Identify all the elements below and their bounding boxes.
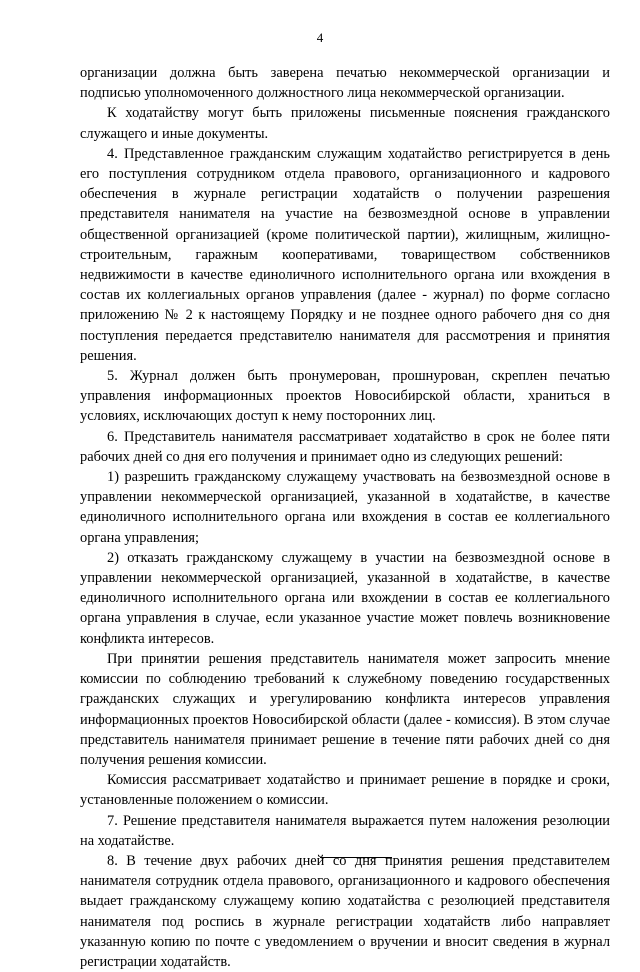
paragraph-subitem-2: 2) отказать гражданскому служащему в участии на безвозмездной основе в управлении некоммерческой организацией, указанной в ходатайстве, в качестве единоличного исполнительного органа или вхождении в состав ее коллегиального органа управления в случае, если указанное участие может повлечь возникновение конфликта интересов. <box>80 549 610 647</box>
document-body <box>80 63 610 972</box>
paragraph-commission-request: При принятии решения представитель нанимателя может запросить мнение комиссии по соблюдению требований к служебному поведению государственных гражданских служащих и урегулированию конфликта интересов управления информационных проектов Новосибирской области (далее - комиссия). В этом случае представитель нанимателя принимает решение в течение пяти рабочих дней со дня получения решения комиссии. <box>80 650 610 768</box>
paragraph-commission-decision: Комиссия рассматривает ходатайство и принимает решение в порядке и сроки, установленные положением о комиссии. <box>80 772 610 809</box>
end-of-document-rule <box>320 857 392 858</box>
paragraph-subitem-1: 1) разрешить гражданскому служащему участвовать на безвозмездной основе в управлении некоммерческой организацией, указанной в ходатайстве, в качестве единоличного исполнительного органа или вхождения в состав ее коллегиального органа управления; <box>80 469 610 546</box>
paragraph-attachments: К ходатайству могут быть приложены письменные пояснения гражданского служащего и иные документы. <box>80 105 610 142</box>
page-number: 4 <box>316 30 324 45</box>
paragraph-item-7: 7. Решение представителя нанимателя выражается путем наложения резолюции на ходатайстве. <box>80 812 610 849</box>
paragraph-item-8: 8. В течение двух рабочих дней со дня принятия решения представителем нанимателя сотрудник отдела правового, организационного и кадрового обеспечения выдает гражданскому служащему копию ходатайства с резолюцией представителя нанимателя под роспись в журнале регистрации ходатайств либо направляет указанную копию по почте с уведомлением о вручении и вносит сведения в журнал регистрации ходатайств. <box>80 852 610 970</box>
paragraph-item-6: 6. Представитель нанимателя рассматривает ходатайство в срок не более пяти рабочих дней со дня его получения и принимает одно из следующих решений: <box>80 428 610 465</box>
paragraph-continuation: организации должна быть заверена печатью некоммерческой организации и подписью уполномоченного должностного лица некоммерческой организации. <box>80 65 610 102</box>
paragraph-item-5: 5. Журнал должен быть пронумерован, прошнурован, скреплен печатью управления информационных проектов Новосибирской области, храниться в условиях, исключающих доступ к нему посторонних лиц. <box>80 368 610 425</box>
paragraph-item-4: 4. Представленное гражданским служащим ходатайство регистрируется в день его поступления сотрудником отдела правового, организационного и кадрового обеспечения в журнале регистрации ходатайств о получении разрешения представителя нанимателя на участие на безвозмездной основе в управлении общественной организацией (кроме политической партии), жилищным, жилищно-строительным, гаражным кооперативами, товариществом собственников недвижимости в качестве единоличного исполнительного органа или вхождения в состав их коллегиальных органов управления (далее - журнал) по форме согласно приложению № 2 к настоящему Порядку и не позднее одного рабочего дня со дня поступления передается представителю нанимателя для рассмотрения и принятия решения. <box>80 145 610 364</box>
